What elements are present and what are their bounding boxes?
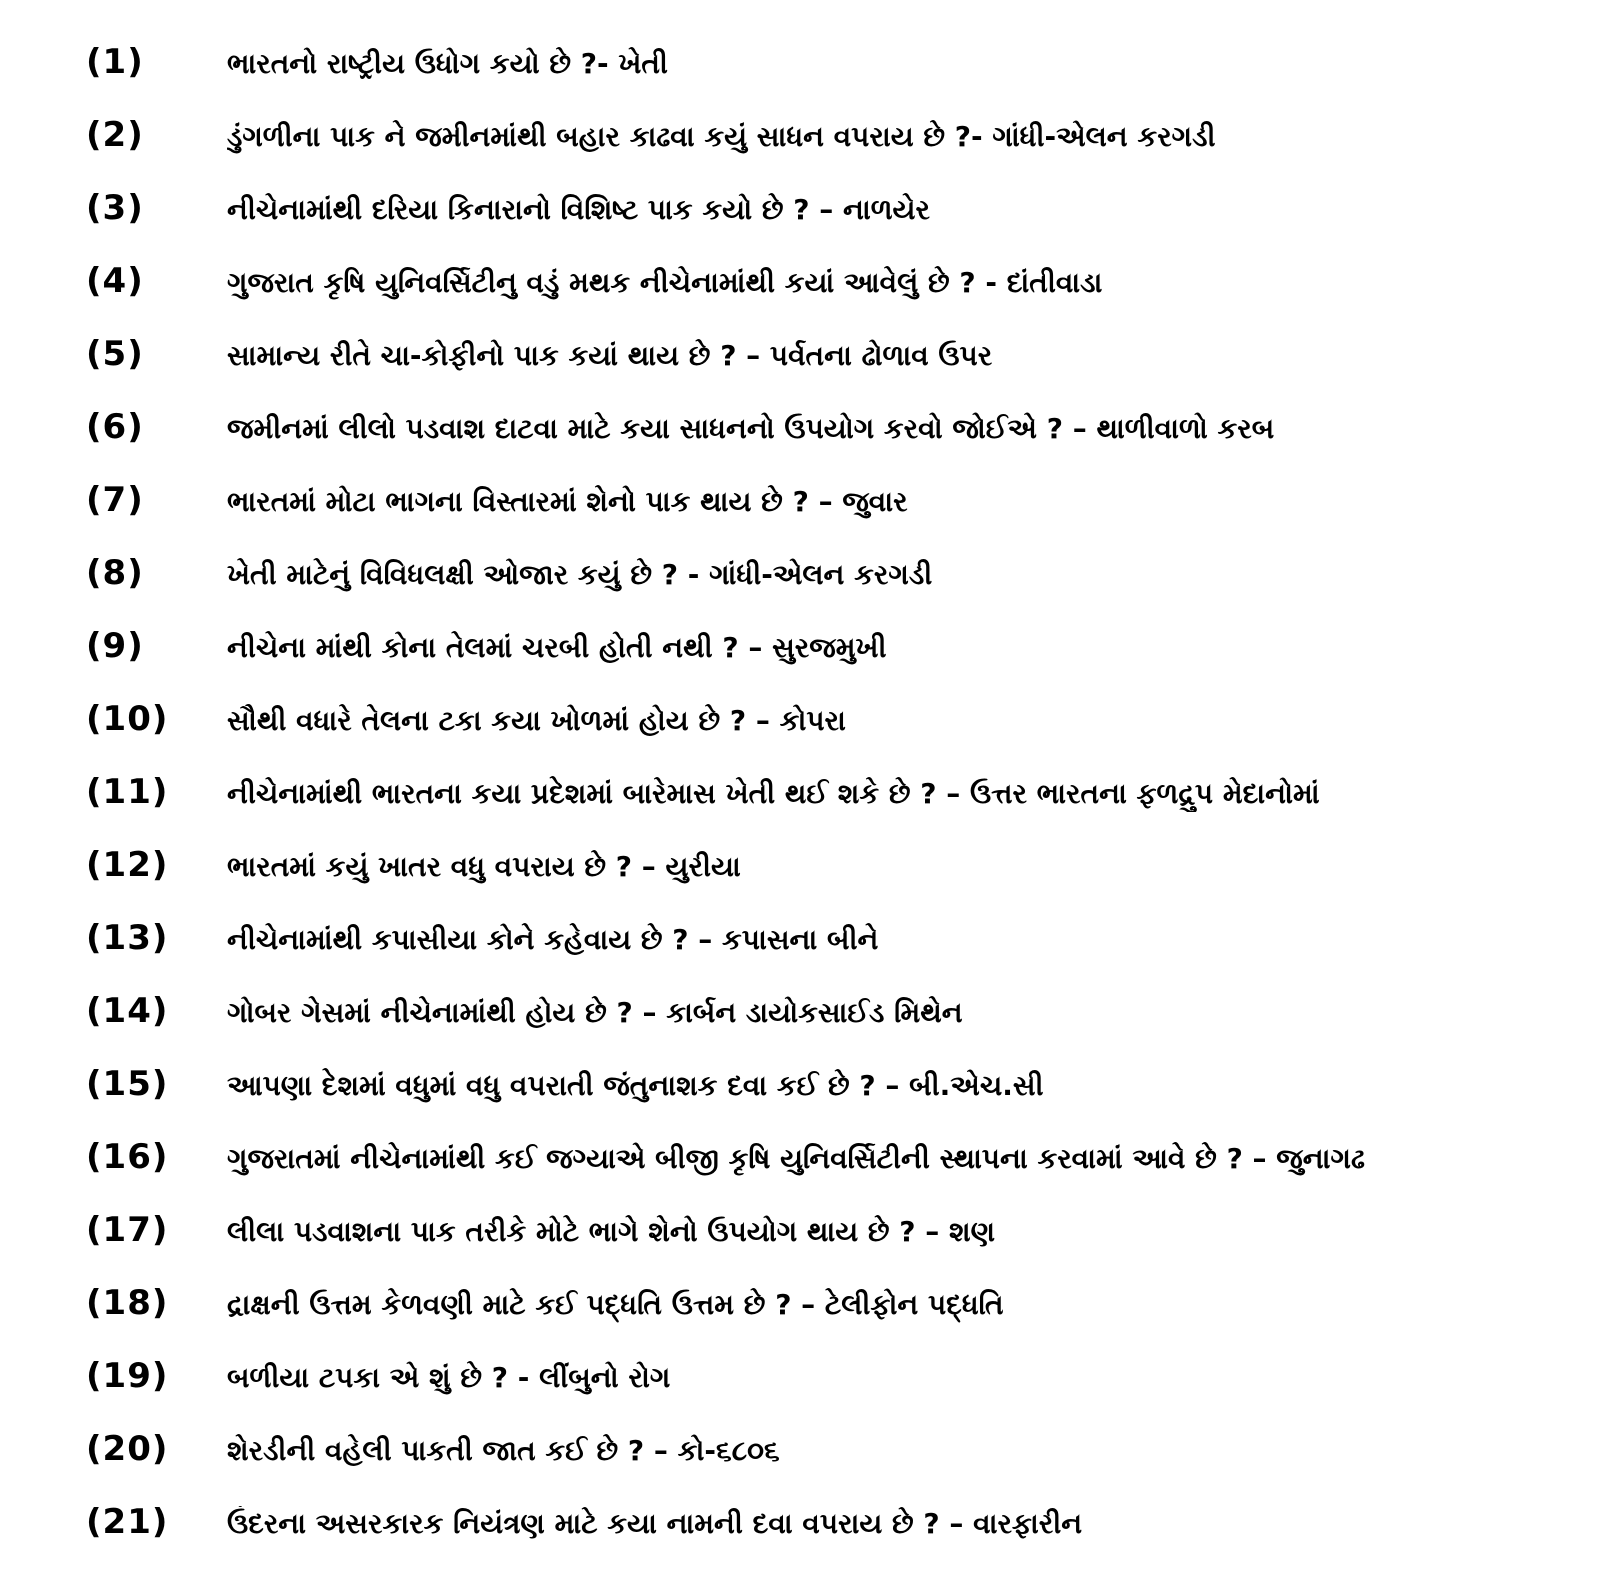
item-number: (14) <box>86 991 169 1031</box>
item-text: જમીનમાં લીલો પડવાશ દાટવા માટે કયા સાધનનો ઉપયોગ કરવો જોઈએ ? – થાળીવાળો કરબ <box>227 412 1275 445</box>
item-text: નીચેનામાંથી દરિયા કિનારાનો વિશિષ્ટ પાક કયો છે ? – નાળયેર <box>227 193 930 226</box>
list-item <box>0 320 1600 393</box>
item-number: (1) <box>86 42 144 82</box>
item-text: લીલા પડવાશના પાક તરીકે મોટે ભાગે શેનો ઉપયોગ થાય છે ? – શણ <box>227 1215 996 1248</box>
item-number: (2) <box>86 115 144 155</box>
item-number: (18) <box>86 1283 169 1323</box>
item-text: આપણા દેશમાં વધુમાં વધુ વપરાતી જંતુનાશક દવા કઈ છે ? – બી.એચ.સી <box>227 1069 1044 1102</box>
list-item <box>0 685 1600 758</box>
list-item <box>0 28 1600 101</box>
item-number: (20) <box>86 1429 169 1469</box>
list-item <box>0 393 1600 466</box>
item-number: (21) <box>86 1502 169 1542</box>
list-item <box>0 101 1600 174</box>
item-number: (5) <box>86 334 144 374</box>
list-item <box>0 831 1600 904</box>
item-number: (17) <box>86 1210 169 1250</box>
list-item <box>0 466 1600 539</box>
item-number: (6) <box>86 407 144 447</box>
list-item <box>0 1050 1600 1123</box>
item-number: (15) <box>86 1064 169 1104</box>
list-item <box>0 612 1600 685</box>
item-number: (3) <box>86 188 144 228</box>
list-item <box>0 1123 1600 1196</box>
item-text: નીચેનામાંથી ભારતના કયા પ્રદેશમાં બારેમાસ ખેતી થઈ શકે છે ? – ઉત્તર ભારતના ફળદ્રુપ મેદાનોમાં <box>227 777 1320 810</box>
item-number: (10) <box>86 699 169 739</box>
item-text: ભારતનો રાષ્ટ્રીય ઉધોગ કયો છે ?- ખેતી <box>227 47 668 80</box>
list-item <box>0 1342 1600 1415</box>
list-item <box>0 1415 1600 1488</box>
list-item <box>0 1269 1600 1342</box>
item-number: (8) <box>86 553 144 593</box>
question-answer-list <box>0 28 1600 1561</box>
list-item <box>0 174 1600 247</box>
item-text: દ્રાક્ષની ઉત્તમ કેળવણી માટે કઈ પદ્ધતિ ઉત્તમ છે ? – ટેલીફોન પદ્ધતિ <box>227 1288 1004 1321</box>
item-text: ગુજરાત કૃષિ યુનિવર્સિટીનુ વડું મથક નીચેનામાંથી કયાં આવેલું છે ? - દાંતીવાડા <box>227 266 1103 299</box>
item-number: (12) <box>86 845 169 885</box>
list-item <box>0 904 1600 977</box>
item-text: ભારતમાં કયું ખાતર વધુ વપરાય છે ? – યુરીયા <box>227 850 741 883</box>
item-text: ઉંદરના અસરકારક નિયંત્રણ માટે કયા નામની દવા વપરાય છે ? – વારફારીન <box>227 1507 1083 1540</box>
item-text: સામાન્ય રીતે ચા-કોફીનો પાક કયાં થાય છે ? – પર્વતના ઢોળાવ ઉપર <box>227 339 993 372</box>
list-item <box>0 977 1600 1050</box>
item-number: (11) <box>86 772 169 812</box>
list-item <box>0 1196 1600 1269</box>
item-number: (19) <box>86 1356 169 1396</box>
item-text: ગુજરાતમાં નીચેનામાંથી કઈ જગ્યાએ બીજી કૃષિ યુનિવર્સિટીની સ્થાપના કરવામાં આવે છે ? – જુનાગઢ <box>227 1142 1365 1175</box>
item-text: સૌથી વધારે તેલના ટકા કયા ખોળમાં હોય છે ? – કોપરા <box>227 704 846 737</box>
item-text: નીચેનામાંથી કપાસીયા કોને કહેવાય છે ? – કપાસના બીને <box>227 923 879 956</box>
list-item <box>0 539 1600 612</box>
item-text: ખેતી માટેનું વિવિધલક્ષી ઓજાર કયું છે ? - ગાંધી-એલન કરગડી <box>227 558 933 591</box>
item-number: (7) <box>86 480 144 520</box>
item-number: (13) <box>86 918 169 958</box>
item-number: (4) <box>86 261 144 301</box>
item-text: શેરડીની વહેલી પાકતી જાત કઈ છે ? – કો-૬૮૦૬ <box>227 1434 780 1467</box>
item-text: ગોબર ગેસમાં નીચેનામાંથી હોય છે ? – કાર્બન ડાયોકસાઈડ મિથેન <box>227 996 963 1029</box>
item-text: ડુંગળીના પાક ને જમીનમાંથી બહાર કાઢવા કયું સાધન વપરાય છે ?- ગાંધી-એલન કરગડી <box>227 120 1216 153</box>
item-number: (9) <box>86 626 144 666</box>
list-item <box>0 758 1600 831</box>
list-item <box>0 1488 1600 1561</box>
item-text: ભારતમાં મોટા ભાગના વિસ્તારમાં શેનો પાક થાય છે ? – જુવાર <box>227 485 908 518</box>
list-item <box>0 247 1600 320</box>
item-text: બળીયા ટપકા એ શું છે ? - લીંબુનો રોગ <box>227 1361 671 1394</box>
item-text: નીચેના માંથી કોના તેલમાં ચરબી હોતી નથી ? – સુરજમુખી <box>227 631 887 664</box>
item-number: (16) <box>86 1137 169 1177</box>
